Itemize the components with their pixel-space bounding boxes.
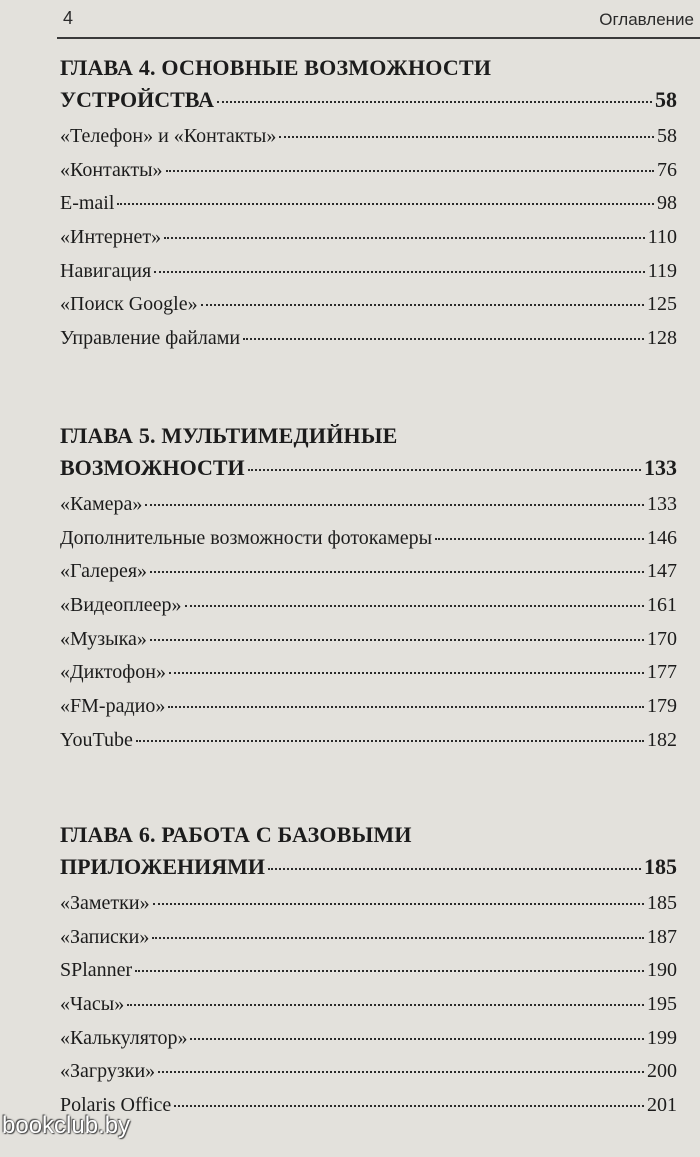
chapter-title-line2: ВОЗМОЖНОСТИ (60, 455, 245, 480)
toc-entry-page: 200 (647, 1060, 677, 1083)
chapter-title-line1: ГЛАВА 5. МУЛЬТИМЕДИЙНЫЕ (60, 423, 398, 448)
toc-entry-label: «FM-радио» (60, 695, 166, 718)
toc-entry-label: «Музыка» (60, 627, 147, 650)
chapter-title-line1: ГЛАВА 4. ОСНОВНЫЕ ВОЗМОЖНОСТИ (60, 55, 492, 80)
toc-entry-page: 76 (657, 158, 677, 181)
toc-entry (60, 690, 677, 724)
page-number: 4 (63, 8, 74, 28)
toc-entry (60, 255, 677, 289)
dot-leader (268, 868, 641, 870)
dot-leader (127, 1004, 644, 1006)
watermark: bookclub.by (2, 1112, 131, 1139)
toc-entry (60, 154, 677, 188)
toc-entry-label: E-mail (60, 192, 115, 215)
dot-leader (152, 937, 644, 939)
chapter-page: 133 (644, 455, 677, 480)
toc-entry-page: 190 (647, 959, 677, 982)
toc-entry-page: 98 (657, 192, 677, 215)
toc-entry (60, 1055, 677, 1089)
toc-entry-page: 147 (647, 560, 677, 583)
toc-entry-label: «Часы» (60, 993, 125, 1016)
toc-entry-page: 125 (647, 293, 677, 316)
toc-entry-label: YouTube (60, 728, 133, 751)
toc-entry (60, 187, 677, 221)
toc-entry-label: «Видеоплеер» (60, 594, 182, 617)
dot-leader (435, 538, 644, 540)
toc-entry-page: 170 (647, 627, 677, 650)
toc-entry-page: 182 (647, 728, 677, 751)
toc-entry-page: 133 (647, 493, 677, 515)
toc-entry-label: «Поиск Google» (60, 293, 198, 316)
toc-entry (60, 954, 677, 988)
chapter-5 (60, 420, 677, 758)
toc-entry-page: 201 (647, 1094, 677, 1117)
toc-entry (60, 555, 677, 589)
toc-entry (60, 724, 677, 758)
dot-leader (145, 504, 644, 506)
toc-entry (60, 887, 677, 921)
chapter-4 (60, 52, 677, 356)
toc-entry (60, 1089, 677, 1123)
toc-entry-page: 187 (647, 925, 677, 948)
toc-entry-label: «Контакты» (60, 158, 163, 181)
toc-entry-page: 177 (647, 661, 677, 684)
toc-entry (60, 589, 677, 623)
toc-entry (60, 288, 677, 322)
toc-entry (60, 120, 677, 154)
toc-entry-page: 195 (647, 993, 677, 1016)
toc-entry (60, 322, 677, 356)
toc-entry-label: «Калькулятор» (60, 1026, 188, 1049)
toc-entry-label: «Камера» (60, 493, 143, 515)
toc-entry-page: 58 (657, 125, 677, 147)
dot-leader (150, 639, 644, 641)
dot-leader (201, 304, 644, 306)
toc-entry-label: «Телефон» и «Контакты» (60, 125, 277, 147)
running-head: Оглавление (599, 10, 694, 29)
toc-entry-page: 199 (647, 1026, 677, 1049)
toc-entry (60, 921, 677, 955)
dot-leader (185, 605, 644, 607)
dot-leader (153, 903, 644, 905)
toc-entry-page: 146 (647, 526, 677, 549)
toc-entry-label: «Заметки» (60, 892, 150, 914)
chapter-6 (60, 819, 677, 1123)
toc-entry-page: 185 (647, 892, 677, 914)
toc-entry-page: 119 (647, 259, 677, 282)
dot-leader (154, 271, 645, 273)
dot-leader (279, 136, 654, 138)
dot-leader (136, 740, 644, 742)
dot-leader (243, 338, 644, 340)
dot-leader (169, 672, 644, 674)
dot-leader (174, 1105, 644, 1107)
dot-leader (164, 237, 645, 239)
chapter-title-line2: УСТРОЙСТВА (60, 87, 214, 112)
toc-entry-label: Дополнительные возможности фотокамеры (60, 526, 433, 549)
dot-leader (166, 170, 654, 172)
toc-entry-label: Polaris Office (60, 1094, 172, 1117)
chapter-page: 58 (655, 87, 677, 112)
dot-leader (135, 970, 644, 972)
dot-leader (150, 571, 644, 573)
chapter-page: 185 (644, 854, 677, 879)
toc-entry-label: «Диктофон» (60, 661, 166, 684)
chapter-title-row (60, 452, 677, 486)
chapter-title-line2: ПРИЛОЖЕНИЯМИ (60, 854, 266, 879)
toc-entry (60, 623, 677, 657)
toc-entry (60, 221, 677, 255)
dot-leader (117, 203, 654, 205)
chapter-title-row (60, 84, 677, 118)
chapter-title-row (60, 851, 677, 885)
toc-entry-label: SPlanner (60, 959, 133, 982)
toc-entry (60, 522, 677, 556)
page-header (0, 0, 700, 38)
dot-leader (158, 1071, 644, 1073)
toc-entry-label: «Галерея» (60, 560, 148, 583)
toc-entry-page: 179 (647, 695, 677, 718)
dot-leader (248, 469, 641, 471)
toc-entry (60, 656, 677, 690)
dot-leader (190, 1038, 644, 1040)
dot-leader (217, 101, 652, 103)
dot-leader (168, 706, 644, 708)
toc-entry-label: «Интернет» (60, 226, 162, 249)
toc-entry-page: 161 (647, 594, 677, 617)
toc-entry-label: Управление файлами (60, 327, 241, 350)
toc-entry-page: 128 (647, 327, 677, 350)
chapter-title-line1: ГЛАВА 6. РАБОТА С БАЗОВЫМИ (60, 822, 412, 847)
header-rule (57, 37, 700, 39)
toc-entry (60, 988, 677, 1022)
toc-entry-label: «Записки» (60, 925, 150, 948)
toc-entry-label: «Загрузки» (60, 1060, 156, 1083)
toc-entry-label: Навигация (60, 259, 152, 282)
toc-entry-page: 110 (647, 226, 677, 249)
toc-entry (60, 488, 677, 522)
toc-entry (60, 1022, 677, 1056)
